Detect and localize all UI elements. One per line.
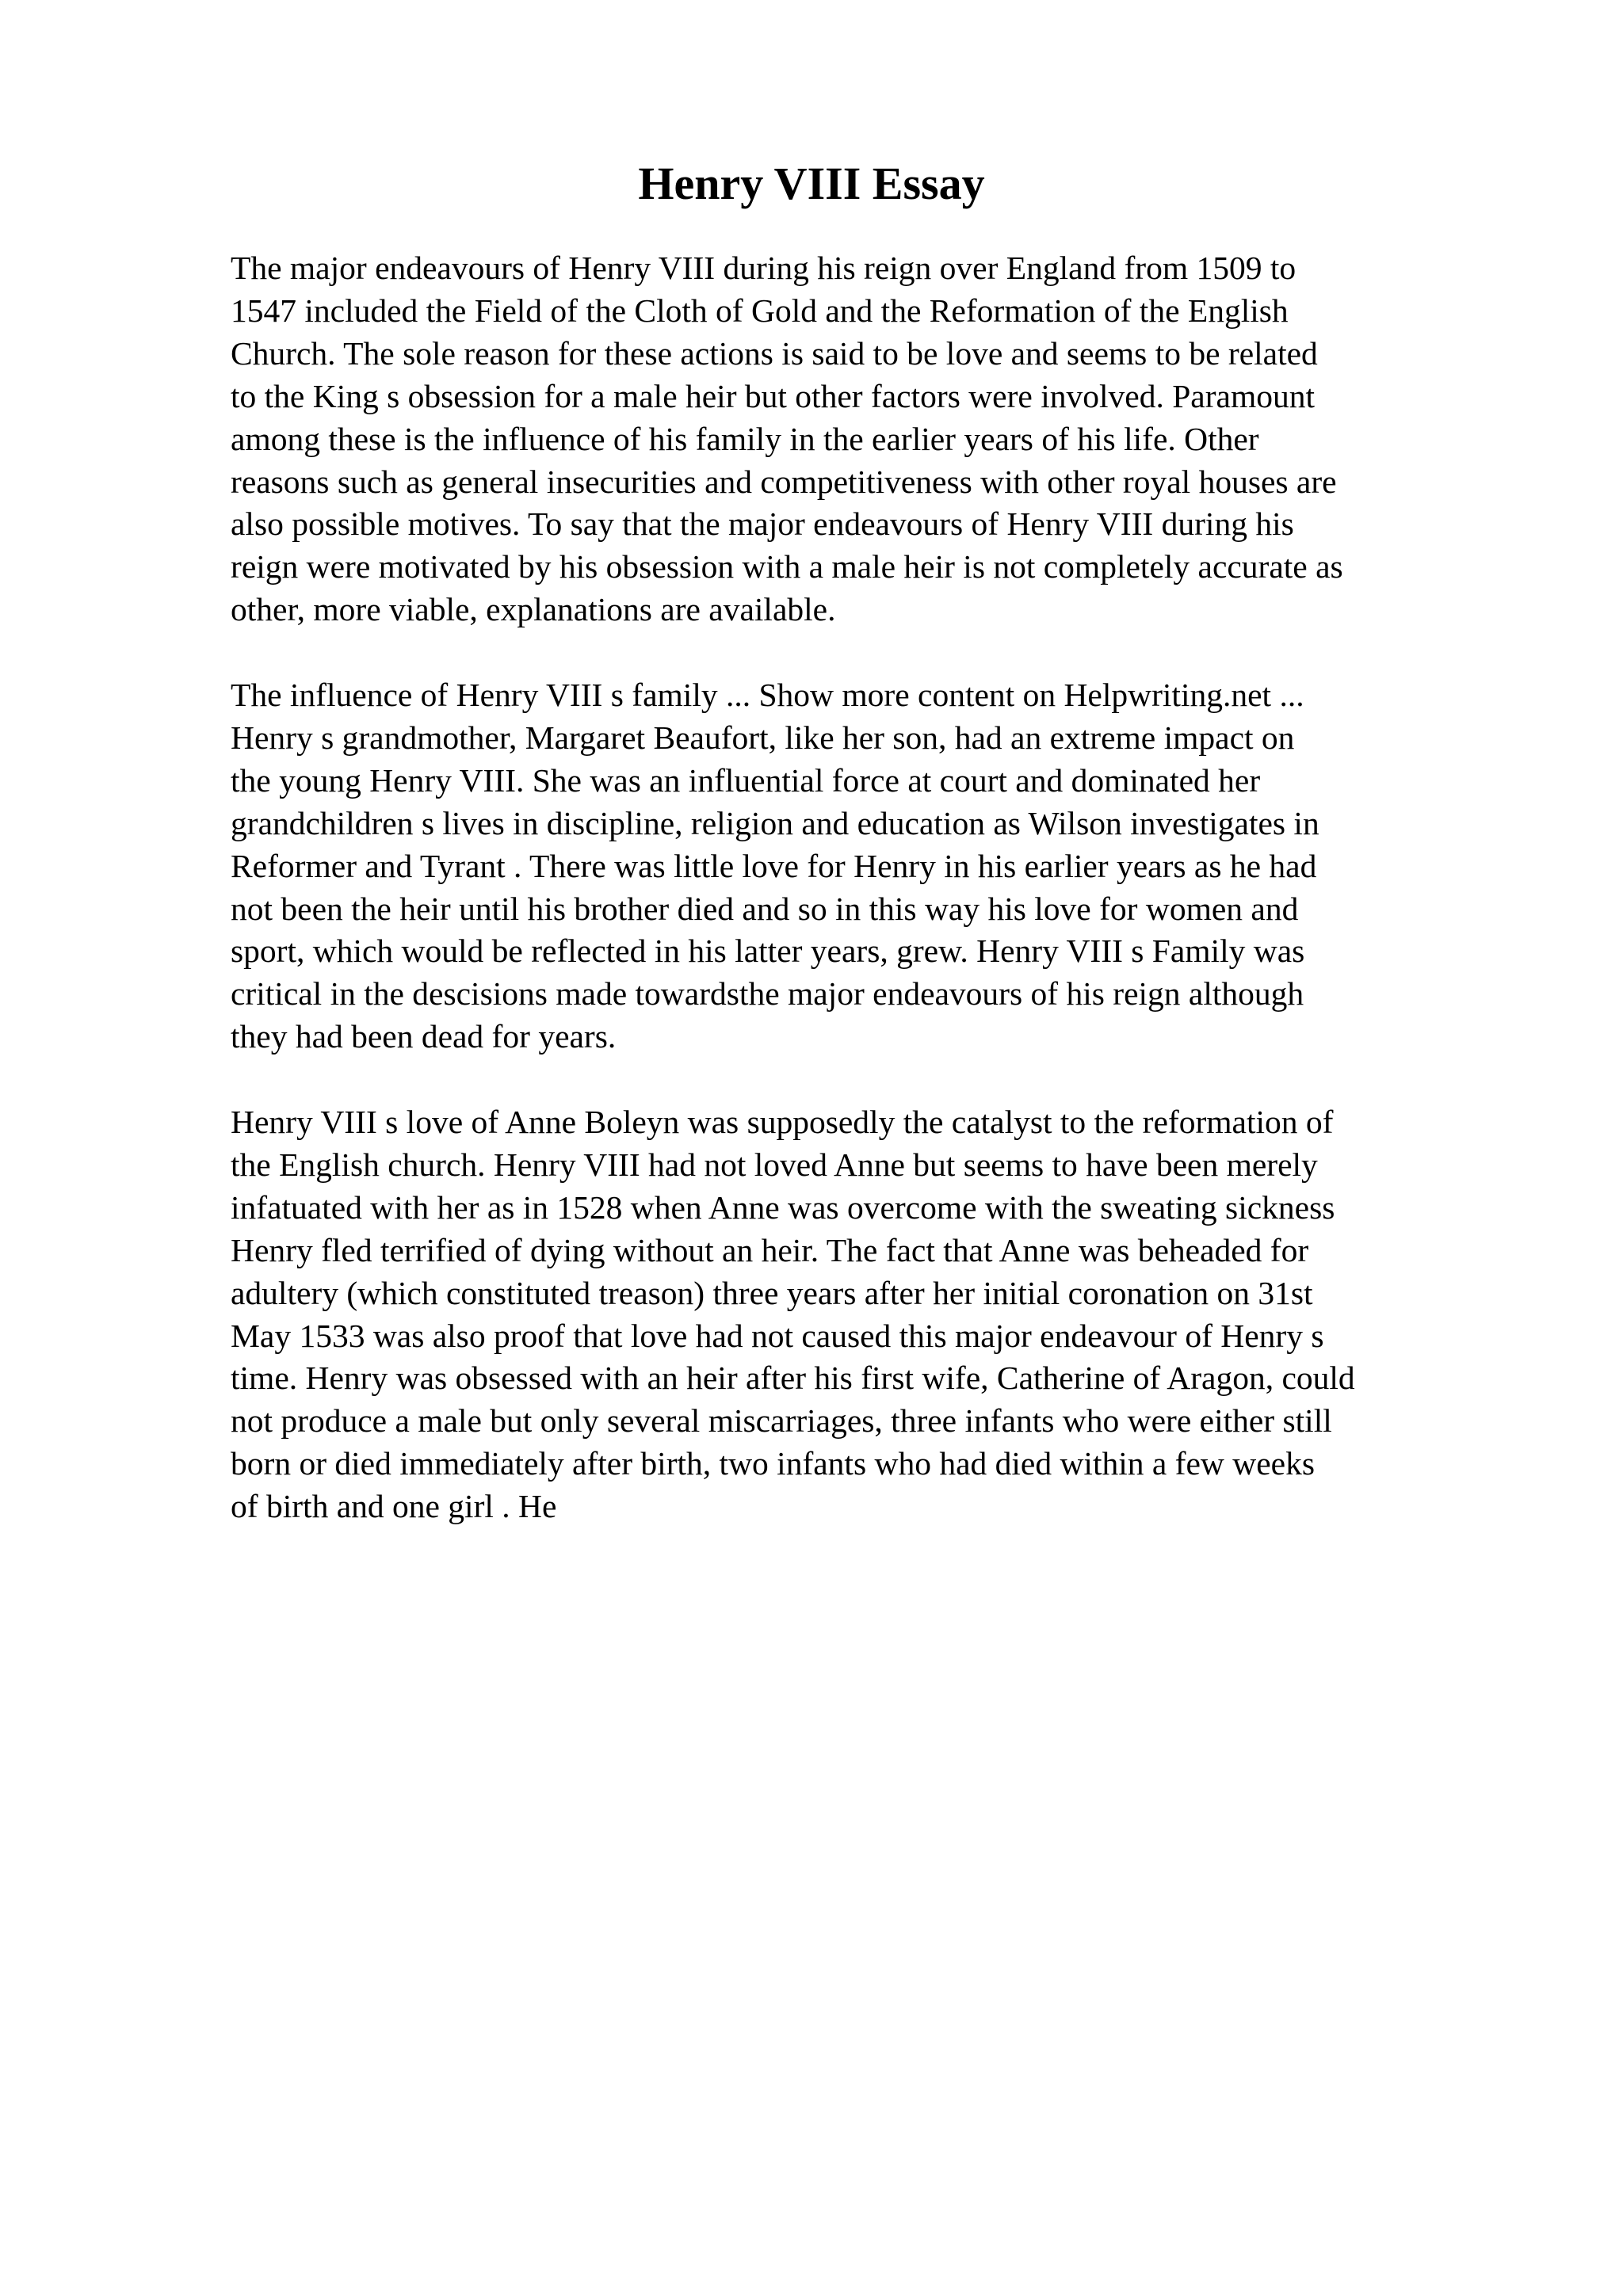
paragraph-line: May 1533 was also proof that love had not caused this major endeavour of Henry s (231, 1317, 1324, 1354)
paragraph-line: other, more viable, explanations are available. (231, 591, 836, 628)
paragraph-line: The influence of Henry VIII s family ... Show more content on Helpwriting.net ... (231, 677, 1304, 713)
paragraph-2 (231, 674, 1499, 1058)
paragraph-1 (231, 247, 1499, 631)
paragraph-line: they had been dead for years. (231, 1018, 617, 1055)
paragraph-line: reasons such as general insecurities and competitiveness with other royal houses are (231, 463, 1337, 500)
paragraph-line: also possible motives. To say that the major endeavours of Henry VIII during his (231, 505, 1294, 543)
paragraph-line: adultery (which constituted treason) three years after her initial coronation on 31st (231, 1274, 1313, 1311)
paragraph-line: born or died immediately after birth, two infants who had died within a few weeks (231, 1445, 1315, 1482)
paragraph-line: Henry fled terrified of dying without an heir. The fact that Anne was beheaded for (231, 1231, 1309, 1268)
paragraph-line: Henry VIII s love of Anne Boleyn was supposedly the catalyst to the reformation of (231, 1104, 1334, 1140)
paragraph-line: time. Henry was obsessed with an heir after his first wife, Catherine of Aragon, could (231, 1360, 1355, 1397)
paragraph-line: infatuated with her as in 1528 when Anne was overcome with the sweating sickness (231, 1188, 1335, 1226)
paragraph-line: 1547 included the Field of the Cloth of Gold and the Reformation of the English (231, 292, 1289, 329)
paragraph-line: The major endeavours of Henry VIII during his reign over England from 1509 to (231, 250, 1296, 286)
paragraph-line: not been the heir until his brother died and so in this way his love for women and (231, 890, 1299, 927)
paragraph-line: the English church. Henry VIII had not loved Anne but seems to have been merely (231, 1146, 1318, 1183)
paragraph-line: Church. The sole reason for these actions is said to be love and seems to be related (231, 334, 1318, 372)
paragraph-line: reign were motivated by his obsession with a male heir is not completely accurate as (231, 548, 1343, 585)
paragraph-line: not produce a male but only several miscarriages, three infants who were either still (231, 1402, 1332, 1440)
essay-title: Henry VIII Essay (638, 158, 985, 209)
paragraph-3 (231, 1101, 1499, 1528)
paragraph-line: grandchildren s lives in discipline, religion and education as Wilson investigates in (231, 804, 1319, 841)
paragraph-line: Reformer and Tyrant . There was little love for Henry in his earlier years as he had (231, 847, 1317, 884)
paragraph-line: of birth and one girl . He (231, 1488, 557, 1525)
paragraph-line: to the King s obsession for a male heir but other factors were involved. Paramount (231, 377, 1316, 414)
paragraph-line: critical in the descisions made towardsthe major endeavours of his reign although (231, 975, 1304, 1013)
paragraph-line: among these is the influence of his family in the earlier years of his life. Other (231, 420, 1259, 457)
paragraph-line: the young Henry VIII. She was an influential force at court and dominated her (231, 761, 1261, 799)
paragraph-line: Henry s grandmother, Margaret Beaufort, like her son, had an extreme impact on (231, 719, 1295, 756)
paragraph-line: sport, which would be reflected in his latter years, grew. Henry VIII s Family was (231, 933, 1305, 970)
